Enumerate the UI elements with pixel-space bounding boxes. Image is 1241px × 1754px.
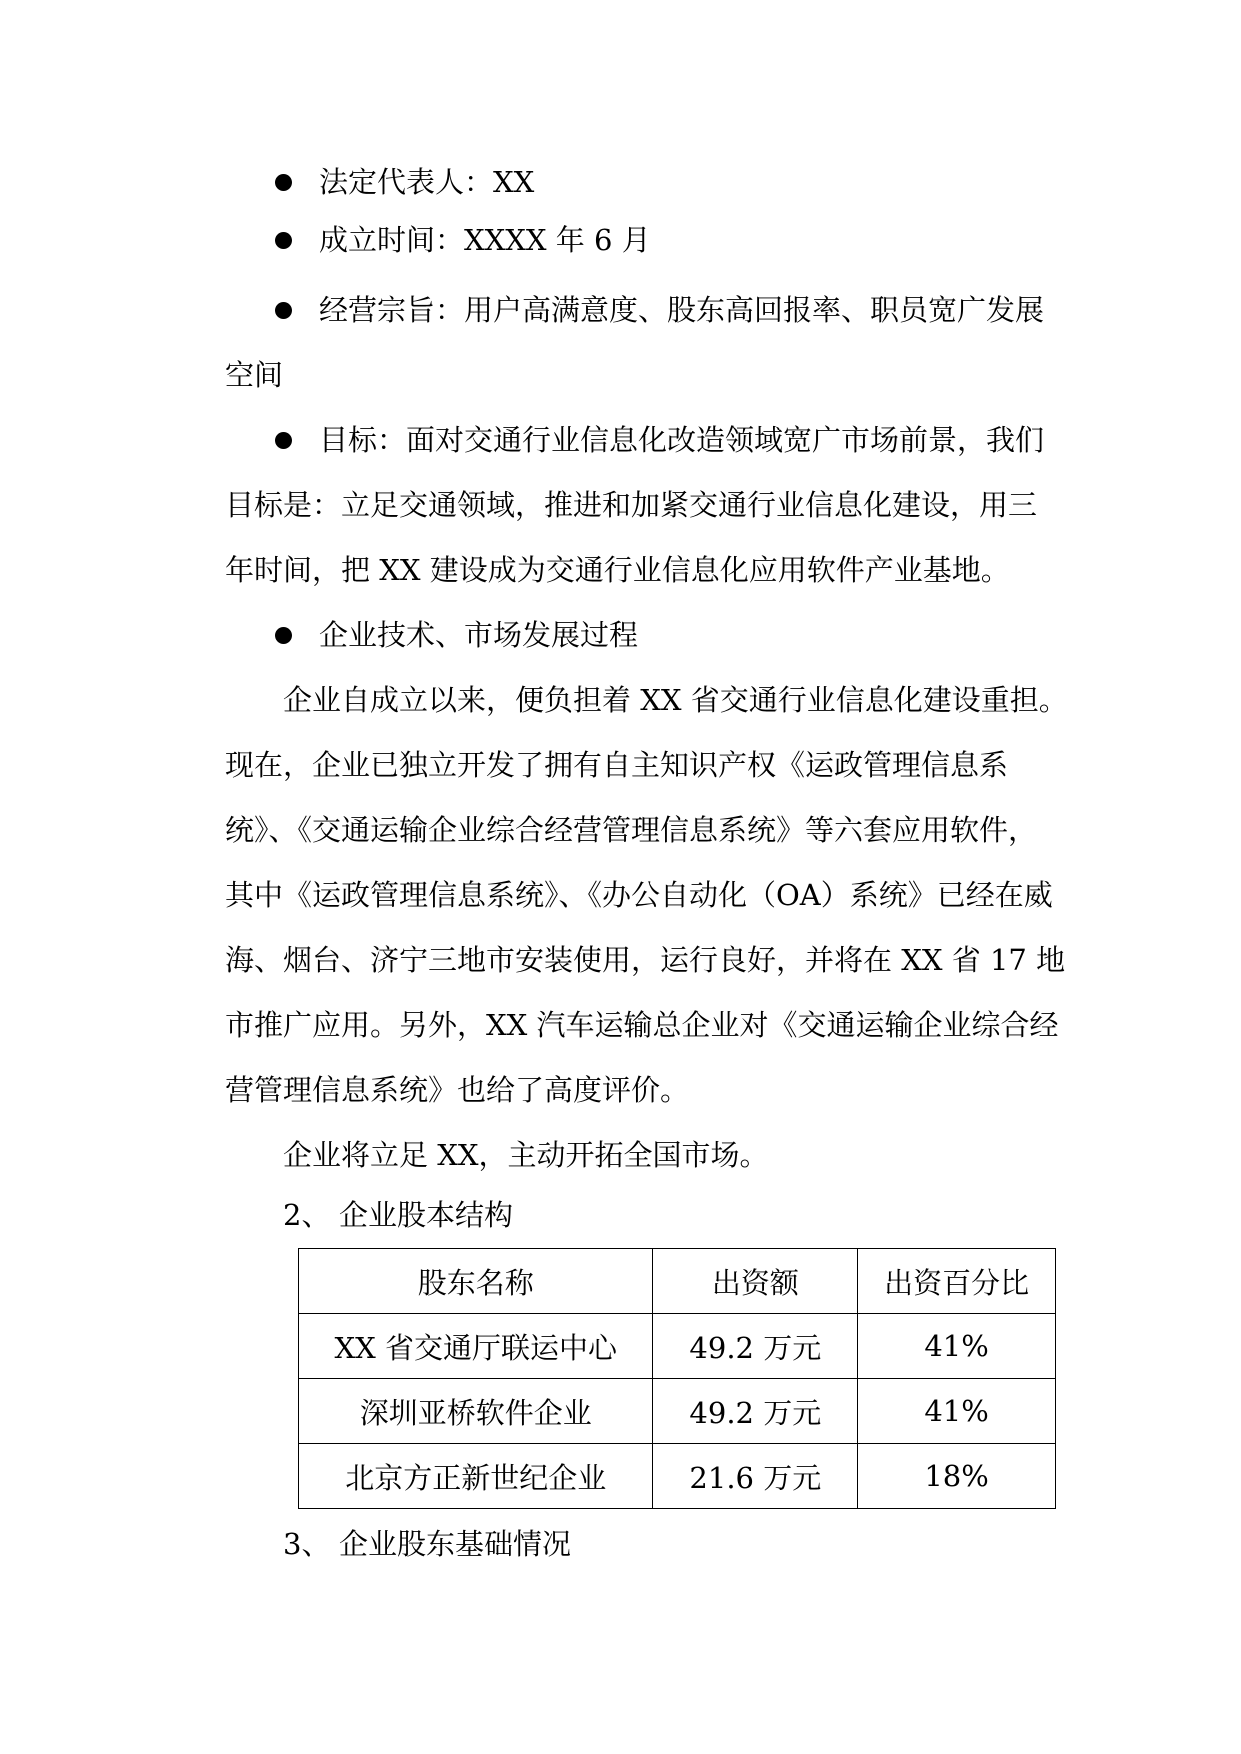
paragraph-line: 其中《运政管理信息系统》、《办公自动化（OA）系统》已经在威 [225, 878, 1053, 912]
table-cell: 21.6 万元 [653, 1444, 858, 1509]
table-cell: 北京方正新世纪企业 [299, 1444, 653, 1509]
table-cell: XX 省交通厅联运中心 [299, 1314, 653, 1379]
bullet-goal-continuation-1: 目标是：立足交通领域，推进和加紧交通行业信息化建设，用三 [225, 488, 1038, 522]
table-header-cell: 股东名称 [299, 1249, 653, 1314]
table-row [299, 1379, 1056, 1444]
bullet-dot-icon [275, 174, 292, 191]
table-header-cell: 出资百分比 [858, 1249, 1056, 1314]
table-row [299, 1314, 1056, 1379]
table-header-cell: 出资额 [653, 1249, 858, 1314]
paragraph-line: 现在，企业已独立开发了拥有自主知识产权《运政管理信息系 [225, 748, 1009, 782]
bullet-dot-icon [275, 432, 292, 449]
table-cell: 49.2 万元 [653, 1314, 858, 1379]
paragraph-market: 企业将立足 XX，主动开拓全国市场。 [283, 1138, 769, 1172]
bullet-text: 经营宗旨：用户高满意度、股东高回报率、职员宽广发展 [319, 293, 1045, 327]
equity-structure-table [298, 1248, 1056, 1509]
bullet-purpose-continuation: 空间 [225, 358, 284, 392]
table-header-row [299, 1249, 1056, 1314]
bullet-text: 企业技术、市场发展过程 [319, 618, 639, 652]
section-number: 3、 [283, 1527, 331, 1561]
paragraph-line: 海、烟台、济宁三地市安装使用，运行良好，并将在 XX 省 17 地 [225, 943, 1066, 977]
table-cell: 深圳亚桥软件企业 [299, 1379, 653, 1444]
paragraph-line: 统》、《交通运输企业综合经营管理信息系统》等六套应用软件， [225, 813, 1038, 847]
paragraph-line: 企业自成立以来，便负担着 XX 省交通行业信息化建设重担。 [283, 683, 1068, 717]
table-cell: 18% [858, 1444, 1056, 1509]
table-row [299, 1444, 1056, 1509]
paragraph-line: 营管理信息系统》也给了高度评价。 [225, 1073, 690, 1107]
bullet-dot-icon [275, 302, 292, 319]
paragraph-line: 市推广应用。另外，XX 汽车运输总企业对《交通运输企业综合经 [225, 1008, 1059, 1042]
bullet-text: 目标：面对交通行业信息化改造领域宽广市场前景，我们 [319, 423, 1045, 457]
section-number: 2、 [283, 1198, 331, 1232]
table-cell: 41% [858, 1379, 1056, 1444]
bullet-dot-icon [275, 232, 292, 249]
table-cell: 41% [858, 1314, 1056, 1379]
section-title: 企业股东基础情况 [339, 1527, 572, 1561]
bullet-text: 法定代表人：XX [319, 165, 535, 199]
bullet-text: 成立时间：XXXX 年 6 月 [319, 223, 651, 257]
bullet-dot-icon [275, 627, 292, 644]
table-cell: 49.2 万元 [653, 1379, 858, 1444]
bullet-goal-continuation-2: 年时间，把 XX 建设成为交通行业信息化应用软件产业基地。 [225, 553, 1010, 587]
section-title: 企业股本结构 [339, 1198, 514, 1232]
